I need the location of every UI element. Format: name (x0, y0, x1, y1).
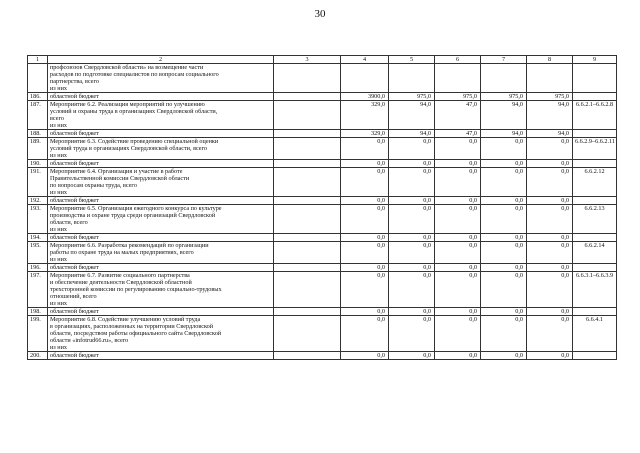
row-name-line: партнерства, всего (50, 78, 99, 85)
column-header: 7 (481, 56, 527, 64)
value-cell-c9: 6.6.2.14 (573, 242, 617, 264)
value-cell-c6: 0,0 (435, 205, 481, 234)
value-cell-c4: 0,0 (341, 234, 389, 242)
value-cell-c8: 0,0 (527, 316, 573, 352)
table-row (28, 130, 617, 138)
row-name-line: расходов по подготовке специалистов по вопросам социального (50, 71, 219, 78)
row-number: 198. (28, 308, 48, 316)
value-cell-c5: 0,0 (389, 308, 435, 316)
value-cell-c4: 0,0 (341, 272, 389, 308)
row-name (48, 316, 274, 352)
value-cell-c6: 975,0 (435, 93, 481, 101)
row-name-line: Мероприятие 6.8. Содействие улучшению условий труда (50, 316, 201, 323)
row-number: 191. (28, 168, 48, 197)
table-row (28, 160, 617, 168)
value-cell-c8: 0,0 (527, 242, 573, 264)
row-name (48, 138, 274, 160)
row-name-line: работы по охране труда на малых предприятиях, всего (50, 249, 194, 256)
row-name (48, 205, 274, 234)
row-name-line: в организациях, расположенных на территории Свердловской (50, 323, 214, 330)
row-name (48, 93, 274, 101)
row-name (48, 130, 274, 138)
row-name-line: областной бюджет (50, 352, 99, 359)
row-name (48, 64, 274, 93)
value-cell-c6: 0,0 (435, 316, 481, 352)
value-cell-c9 (573, 93, 617, 101)
value-cell-c3 (274, 197, 341, 205)
row-name-line: Мероприятие 6.7. Развитие социального партнерства (50, 272, 190, 279)
value-cell-c4: 0,0 (341, 352, 389, 360)
value-cell-c7: 0,0 (481, 168, 527, 197)
value-cell-c6 (435, 64, 481, 93)
row-name-line: из них (50, 344, 68, 351)
row-name (48, 308, 274, 316)
value-cell-c6: 0,0 (435, 264, 481, 272)
value-cell-c6: 0,0 (435, 168, 481, 197)
value-cell-c7: 0,0 (481, 308, 527, 316)
value-cell-c5: 0,0 (389, 352, 435, 360)
column-header: 9 (573, 56, 617, 64)
value-cell-c9 (573, 264, 617, 272)
row-name-line: Мероприятие 6.4. Организация и участие в работе (50, 168, 183, 175)
value-cell-c6: 0,0 (435, 197, 481, 205)
value-cell-c8: 0,0 (527, 234, 573, 242)
value-cell-c6: 47,0 (435, 130, 481, 138)
row-number: 199. (28, 316, 48, 352)
row-name-line: профсоюзов Свердловской области» на возмещение части (50, 64, 204, 71)
row-number (28, 64, 48, 93)
value-cell-c5: 0,0 (389, 197, 435, 205)
value-cell-c4: 329,0 (341, 101, 389, 130)
row-name (48, 264, 274, 272)
value-cell-c4: 0,0 (341, 242, 389, 264)
row-name (48, 101, 274, 130)
row-number: 194. (28, 234, 48, 242)
row-name-line: из них (50, 189, 68, 196)
value-cell-c3 (274, 308, 341, 316)
value-cell-c6: 0,0 (435, 234, 481, 242)
table-body (28, 56, 617, 360)
row-name-line: из них (50, 256, 68, 263)
value-cell-c9: 6.6.3.1–6.6.3.9 (573, 272, 617, 308)
value-cell-c5: 0,0 (389, 160, 435, 168)
table-row (28, 264, 617, 272)
row-name-line: областной бюджет (50, 130, 99, 137)
value-cell-c3 (274, 264, 341, 272)
row-name-line: области, посредством работы официального сайта Свердловской (50, 330, 222, 337)
value-cell-c8: 0,0 (527, 352, 573, 360)
row-name-line: областной бюджет (50, 308, 99, 315)
value-cell-c9: 6.6.4.1 (573, 316, 617, 352)
value-cell-c3 (274, 130, 341, 138)
value-cell-c3 (274, 101, 341, 130)
value-cell-c7: 0,0 (481, 197, 527, 205)
row-name-line: из них (50, 122, 68, 129)
row-name-line: и обеспечение деятельности Свердловской областной (50, 279, 192, 286)
row-name-line: по вопросам охраны труда, всего (50, 182, 137, 189)
row-name-line: областной бюджет (50, 197, 99, 204)
value-cell-c6: 47,0 (435, 101, 481, 130)
value-cell-c7: 0,0 (481, 234, 527, 242)
table-row (28, 197, 617, 205)
value-cell-c4: 329,0 (341, 130, 389, 138)
value-cell-c5: 94,0 (389, 130, 435, 138)
row-name (48, 242, 274, 264)
row-name-line: всего (50, 115, 64, 122)
value-cell-c9: 6.6.2.12 (573, 168, 617, 197)
table-row (28, 138, 617, 160)
row-name (48, 197, 274, 205)
value-cell-c5: 0,0 (389, 234, 435, 242)
value-cell-c7: 0,0 (481, 352, 527, 360)
column-header: 8 (527, 56, 573, 64)
table-row (28, 316, 617, 352)
row-name-line: производства и охране труда среди организаций Свердловской (50, 212, 216, 219)
row-name-line: из них (50, 300, 68, 307)
row-name-line: области, всего (50, 219, 88, 226)
row-name-line: из них (50, 226, 68, 233)
column-header: 6 (435, 56, 481, 64)
row-name-line: Мероприятие 6.5. Организация ежегодного конкурса по культуре (50, 205, 222, 212)
value-cell-c9 (573, 234, 617, 242)
row-number: 193. (28, 205, 48, 234)
value-cell-c3 (274, 138, 341, 160)
row-name-line: условий труда в организациях Свердловской области, всего (50, 145, 207, 152)
value-cell-c4: 0,0 (341, 308, 389, 316)
value-cell-c6: 0,0 (435, 308, 481, 316)
value-cell-c3 (274, 168, 341, 197)
row-name (48, 168, 274, 197)
value-cell-c6: 0,0 (435, 160, 481, 168)
value-cell-c9 (573, 130, 617, 138)
row-name (48, 352, 274, 360)
value-cell-c7: 0,0 (481, 138, 527, 160)
value-cell-c6: 0,0 (435, 242, 481, 264)
value-cell-c5: 0,0 (389, 168, 435, 197)
value-cell-c3 (274, 352, 341, 360)
row-number: 195. (28, 242, 48, 264)
table-row (28, 101, 617, 130)
value-cell-c8: 0,0 (527, 160, 573, 168)
value-cell-c9: 6.6.2.1–6.6.2.8 (573, 101, 617, 130)
value-cell-c8: 0,0 (527, 197, 573, 205)
row-name (48, 272, 274, 308)
value-cell-c4 (341, 64, 389, 93)
row-number: 200. (28, 352, 48, 360)
row-number: 197. (28, 272, 48, 308)
value-cell-c7: 0,0 (481, 264, 527, 272)
row-name-line: областной бюджет (50, 264, 99, 271)
row-name-line: Мероприятие 6.3. Содействие проведению специальной оценки (50, 138, 219, 145)
row-number: 188. (28, 130, 48, 138)
row-number: 189. (28, 138, 48, 160)
table-row (28, 168, 617, 197)
value-cell-c3 (274, 242, 341, 264)
value-cell-c3 (274, 234, 341, 242)
row-name-line: из них (50, 152, 68, 159)
table-row (28, 234, 617, 242)
table-row (28, 64, 617, 93)
value-cell-c5: 0,0 (389, 264, 435, 272)
value-cell-c9 (573, 352, 617, 360)
value-cell-c8: 0,0 (527, 308, 573, 316)
column-header: 1 (28, 56, 48, 64)
row-name-line: отношений, всего (50, 293, 97, 300)
value-cell-c4: 3900,0 (341, 93, 389, 101)
value-cell-c8: 975,0 (527, 93, 573, 101)
value-cell-c9: 6.6.2.13 (573, 205, 617, 234)
row-name-line: Мероприятие 6.2. Реализация мероприятий по улучшению (50, 101, 205, 108)
row-number: 196. (28, 264, 48, 272)
row-name (48, 234, 274, 242)
value-cell-c9 (573, 308, 617, 316)
value-cell-c8: 0,0 (527, 272, 573, 308)
value-cell-c4: 0,0 (341, 168, 389, 197)
value-cell-c3 (274, 316, 341, 352)
value-cell-c7: 0,0 (481, 160, 527, 168)
value-cell-c8: 94,0 (527, 130, 573, 138)
value-cell-c8: 94,0 (527, 101, 573, 130)
row-name-line: Мероприятие 6.6. Разработка рекомендаций по организации (50, 242, 209, 249)
value-cell-c9: 6.6.2.9–6.6.2.11 (573, 138, 617, 160)
budget-table (27, 55, 617, 360)
value-cell-c7: 94,0 (481, 130, 527, 138)
value-cell-c4: 0,0 (341, 160, 389, 168)
column-header: 3 (274, 56, 341, 64)
value-cell-c9 (573, 160, 617, 168)
value-cell-c8: 0,0 (527, 205, 573, 234)
value-cell-c3 (274, 160, 341, 168)
table-row (28, 352, 617, 360)
table-row (28, 272, 617, 308)
value-cell-c7: 0,0 (481, 205, 527, 234)
row-number: 187. (28, 101, 48, 130)
table-row (28, 242, 617, 264)
row-name (48, 160, 274, 168)
value-cell-c4: 0,0 (341, 197, 389, 205)
value-cell-c5: 0,0 (389, 138, 435, 160)
page-number: 30 (314, 8, 326, 20)
table-row (28, 205, 617, 234)
value-cell-c3 (274, 205, 341, 234)
row-name-line: трехсторонней комиссии по регулированию социально-трудовых (50, 286, 222, 293)
column-header: 4 (341, 56, 389, 64)
value-cell-c5: 0,0 (389, 316, 435, 352)
value-cell-c3 (274, 272, 341, 308)
row-name-line: областной бюджет (50, 160, 99, 167)
value-cell-c7: 975,0 (481, 93, 527, 101)
value-cell-c8: 0,0 (527, 264, 573, 272)
value-cell-c6: 0,0 (435, 138, 481, 160)
row-name-line: условий и охраны труда в организациях Свердловской области, (50, 108, 218, 115)
table-row (28, 93, 617, 101)
value-cell-c4: 0,0 (341, 316, 389, 352)
value-cell-c5: 94,0 (389, 101, 435, 130)
value-cell-c7 (481, 64, 527, 93)
row-name-line: из них (50, 85, 68, 92)
value-cell-c7: 0,0 (481, 242, 527, 264)
value-cell-c7: 0,0 (481, 272, 527, 308)
column-header: 2 (48, 56, 274, 64)
row-number: 192. (28, 197, 48, 205)
value-cell-c5 (389, 64, 435, 93)
value-cell-c5: 0,0 (389, 205, 435, 234)
value-cell-c6: 0,0 (435, 272, 481, 308)
value-cell-c9 (573, 64, 617, 93)
value-cell-c3 (274, 93, 341, 101)
row-name-line: областной бюджет (50, 93, 99, 100)
value-cell-c5: 975,0 (389, 93, 435, 101)
value-cell-c4: 0,0 (341, 138, 389, 160)
value-cell-c8: 0,0 (527, 138, 573, 160)
row-number: 186. (28, 93, 48, 101)
row-name-line: области «infotrud66.ru», всего (50, 337, 129, 344)
row-name-line: областной бюджет (50, 234, 99, 241)
value-cell-c8: 0,0 (527, 168, 573, 197)
value-cell-c7: 94,0 (481, 101, 527, 130)
value-cell-c7: 0,0 (481, 316, 527, 352)
value-cell-c5: 0,0 (389, 272, 435, 308)
row-name-line: Правительственной комиссии Свердловской области (50, 175, 190, 182)
value-cell-c4: 0,0 (341, 264, 389, 272)
value-cell-c4: 0,0 (341, 205, 389, 234)
row-number: 190. (28, 160, 48, 168)
table-header-row (28, 56, 617, 64)
value-cell-c3 (274, 64, 341, 93)
value-cell-c6: 0,0 (435, 352, 481, 360)
value-cell-c8 (527, 64, 573, 93)
value-cell-c5: 0,0 (389, 242, 435, 264)
table-row (28, 308, 617, 316)
column-header: 5 (389, 56, 435, 64)
value-cell-c9 (573, 197, 617, 205)
